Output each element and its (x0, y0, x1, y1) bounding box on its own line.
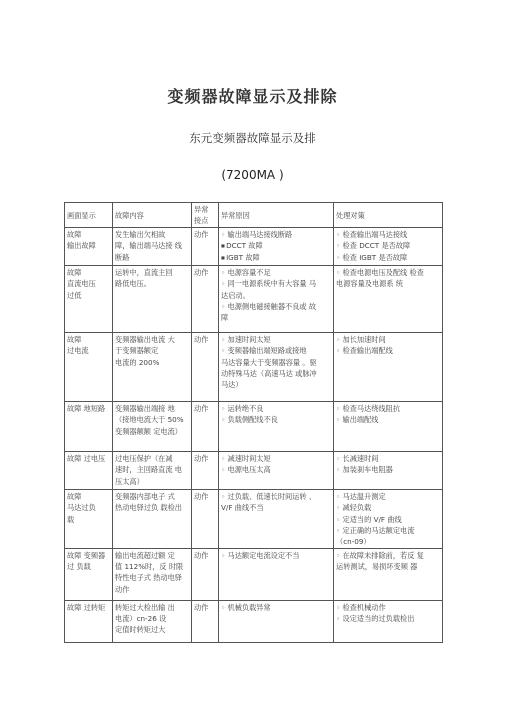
fault-display-cell (65, 402, 113, 452)
model-number: (7200MA ) (221, 168, 284, 182)
remedy-line: ◦ 检查电源电压及配线 检查 (336, 267, 440, 278)
table-header-row (65, 203, 443, 228)
cell-line: 变频器内部电子 式 (115, 492, 175, 502)
cell-line: 直流电压 (67, 279, 96, 289)
contact-cell: 动作 (192, 228, 219, 266)
cell-line: 马达过负 (67, 503, 96, 513)
fault-display-cell (65, 490, 113, 549)
cause-line: ◦ 输出端马达接线断路 (221, 229, 331, 240)
fault-content-cell (113, 452, 192, 490)
cell-line: 接点 (194, 216, 209, 226)
fault-content-cell (113, 490, 192, 549)
contact-cell: 动作 (192, 549, 219, 601)
cell-line: 故障 地短路 (67, 404, 106, 414)
fault-table (64, 202, 443, 643)
contact-cell: 动作 (192, 402, 219, 452)
cell-line: 转矩过大检出输 出 (115, 603, 175, 613)
cause-line: ◦ 运转绝不良 (221, 403, 331, 414)
cause-line: V/F 曲线不当 (221, 503, 264, 513)
cell-line: 速时，主回路直流 电 (115, 465, 182, 475)
column-header (192, 203, 219, 228)
cause-line: ◦ 变频器输出端短路或接地 (221, 345, 331, 356)
remedy-line: ◦ 输出端配线 (336, 414, 440, 425)
table-row (65, 490, 443, 549)
remedy-cell (334, 601, 443, 643)
remedy-cell (334, 452, 443, 490)
cell-line: 电流的 200% (115, 357, 160, 367)
remedy-line: ◦ 减轻负载 (336, 502, 440, 513)
table-row (65, 452, 443, 490)
cell-line: 障，输出端马达接 线 (115, 241, 182, 251)
fault-cause-cell (219, 228, 334, 266)
remedy-cell (334, 266, 443, 333)
cell-line: 发生输出欠相故 (115, 230, 166, 240)
cause-line: ◦ 加速时间太短 (221, 334, 331, 345)
table-row (65, 266, 443, 333)
remedy-line: （cn-09） (336, 536, 371, 546)
fault-cause-cell (219, 601, 334, 643)
cell-line: 过 负载 (67, 562, 91, 572)
cell-line: 于变频器额定 (115, 346, 159, 356)
cell-line: 输出电流超过额 定 (115, 551, 175, 561)
remedy-cell (334, 402, 443, 452)
table-row (65, 228, 443, 266)
cell-line: 故障 (67, 335, 82, 345)
fault-content-cell (113, 228, 192, 266)
contact-cell: 动作 (192, 452, 219, 490)
contact-cell: 动作 (192, 601, 219, 643)
remedy-line: ◦ 检查输出端马达接线 (336, 229, 440, 240)
cell-line: 异常 (194, 205, 209, 214)
fault-display-cell (65, 601, 113, 643)
cell-line: 过低 (67, 290, 82, 300)
cell-line: 输出故障 (67, 241, 96, 251)
fault-display-cell (65, 228, 113, 266)
cell-line: 故障 过转矩 (67, 603, 106, 613)
cell-line: 故障 (67, 492, 82, 502)
cell-line: 变频器输出端接 地 (115, 404, 175, 414)
remedy-cell (334, 333, 443, 402)
cell-line: 故障 (67, 230, 82, 240)
cell-line: 定值时转矩过大 (115, 625, 166, 635)
cell-line: 故障 变频器 (67, 551, 106, 561)
cause-line: 障 (221, 312, 229, 322)
fault-cause-cell (219, 549, 334, 601)
cell-line: 特性电子式 热动电驿 (115, 573, 182, 583)
cell-line: 运转中，直流主回 (115, 268, 173, 278)
page-title: 变频器故障显示及排除 (167, 87, 338, 106)
remedy-cell (334, 490, 443, 549)
remedy-cell (334, 228, 443, 266)
fault-table-body (65, 203, 443, 643)
table-row (65, 402, 443, 452)
table-row (65, 601, 443, 643)
cause-line: 马达） (221, 379, 243, 389)
cell-line: 路低电压。 (115, 279, 151, 289)
remedy-line: ◦ 在故障未排除前，若反 复 (336, 550, 440, 561)
table-row (65, 333, 443, 402)
cause-line: ■ DCCT 故障 (221, 240, 331, 251)
cell-line: 载 (67, 514, 75, 524)
cell-line: 压太高） (115, 476, 144, 486)
column-header: 画面显示 (65, 203, 113, 228)
fault-display-cell (65, 452, 113, 490)
cause-line: ◦ 减速时间太短 (221, 453, 331, 464)
cause-line: ◦ 同一电源系统中有大容量 马 (221, 278, 331, 289)
remedy-line: ◦ 设定适当的过负载检出 (336, 613, 440, 624)
cause-line: ◦ 马达额定电流设定不当 (221, 550, 331, 561)
fault-cause-cell (219, 452, 334, 490)
cell-line: 变频器输出电流 大 (115, 335, 175, 345)
cell-line: 值 112%时，反 时限 (115, 562, 184, 572)
cell-line: 变频器额额 定电流） (115, 426, 182, 436)
cell-line: 热动电驿过负 载检出 (115, 503, 182, 513)
cause-line: ◦ 电源容量不足 (221, 267, 331, 278)
fault-cause-cell (219, 490, 334, 549)
remedy-line: 电源容量及电源系 统 (336, 279, 403, 289)
cause-line: ■ IGBT 故障 (221, 252, 331, 263)
contact-cell: 动作 (192, 490, 219, 549)
remedy-line: ◦ 检查机械动作 (336, 602, 440, 613)
cell-line: 断路 (115, 252, 130, 262)
remedy-line: 运转测试，易损坏变频 器 (336, 562, 418, 572)
table-row (65, 549, 443, 601)
remedy-line: ◦ 加长加速时间 (336, 334, 440, 345)
remedy-line: ◦ 马达温升测定 (336, 491, 440, 502)
remedy-line: ◦ 检查 DCCT 是否故障 (336, 240, 440, 251)
remedy-line: ◦ 检查 IGBT 是否故障 (336, 252, 440, 263)
cause-line: ◦ 电源电压太高 (221, 464, 331, 475)
contact-cell: 动作 (192, 266, 219, 333)
cause-line: 马达容量大于变频器容量 。驱 (221, 357, 317, 367)
page-subtitle: 东元变频器故障显示及排 (189, 131, 316, 145)
remedy-line: ◦ 定正确的马达额定电流 (336, 525, 440, 536)
cause-line: ◦ 负载侧配线不良 (221, 414, 331, 425)
contact-cell: 动作 (192, 333, 219, 402)
remedy-line: ◦ 检查输出端配线 (336, 345, 440, 356)
fault-content-cell (113, 402, 192, 452)
column-header: 故障内容 (113, 203, 192, 228)
cause-line: 达启动。 (221, 290, 250, 300)
remedy-line: ◦ 检查马达绕线阻抗 (336, 403, 440, 414)
cell-line: 过电流 (67, 346, 89, 356)
fault-content-cell (113, 266, 192, 333)
cause-line: ◦ 机械负载异常 (221, 602, 331, 613)
cell-line: 故障 过电压 (67, 454, 106, 464)
fault-display-cell (65, 549, 113, 601)
fault-display-cell (65, 333, 113, 402)
column-header: 处理对策 (334, 203, 443, 228)
remedy-line: ◦ 定适当的 V/F 曲线 (336, 514, 440, 525)
remedy-line: ◦ 加装刹车电阻器 (336, 464, 440, 475)
remedy-cell (334, 549, 443, 601)
column-header: 异常原因 (219, 203, 334, 228)
fault-display-cell (65, 266, 113, 333)
cell-line: 动作 (115, 584, 130, 594)
fault-cause-cell (219, 333, 334, 402)
cell-line: （接地电流大于 50% (115, 415, 184, 425)
cause-line: ◦ 电源侧电磁接触器不良或 故 (221, 301, 331, 312)
fault-cause-cell (219, 402, 334, 452)
fault-content-cell (113, 549, 192, 601)
fault-content-cell (113, 601, 192, 643)
fault-content-cell (113, 333, 192, 402)
cause-line: 动特殊马达（高速马达 或脉冲 (221, 368, 317, 378)
cell-line: 故障 (67, 268, 82, 278)
cell-line: 过电压保护（在减 (115, 454, 173, 464)
cell-line: 电流）cn-26 设 (115, 614, 167, 624)
cause-line: ◦ 过负载、低速长时间运转 、 (221, 491, 331, 502)
fault-cause-cell (219, 266, 334, 333)
remedy-line: ◦ 长减速时间 (336, 453, 440, 464)
